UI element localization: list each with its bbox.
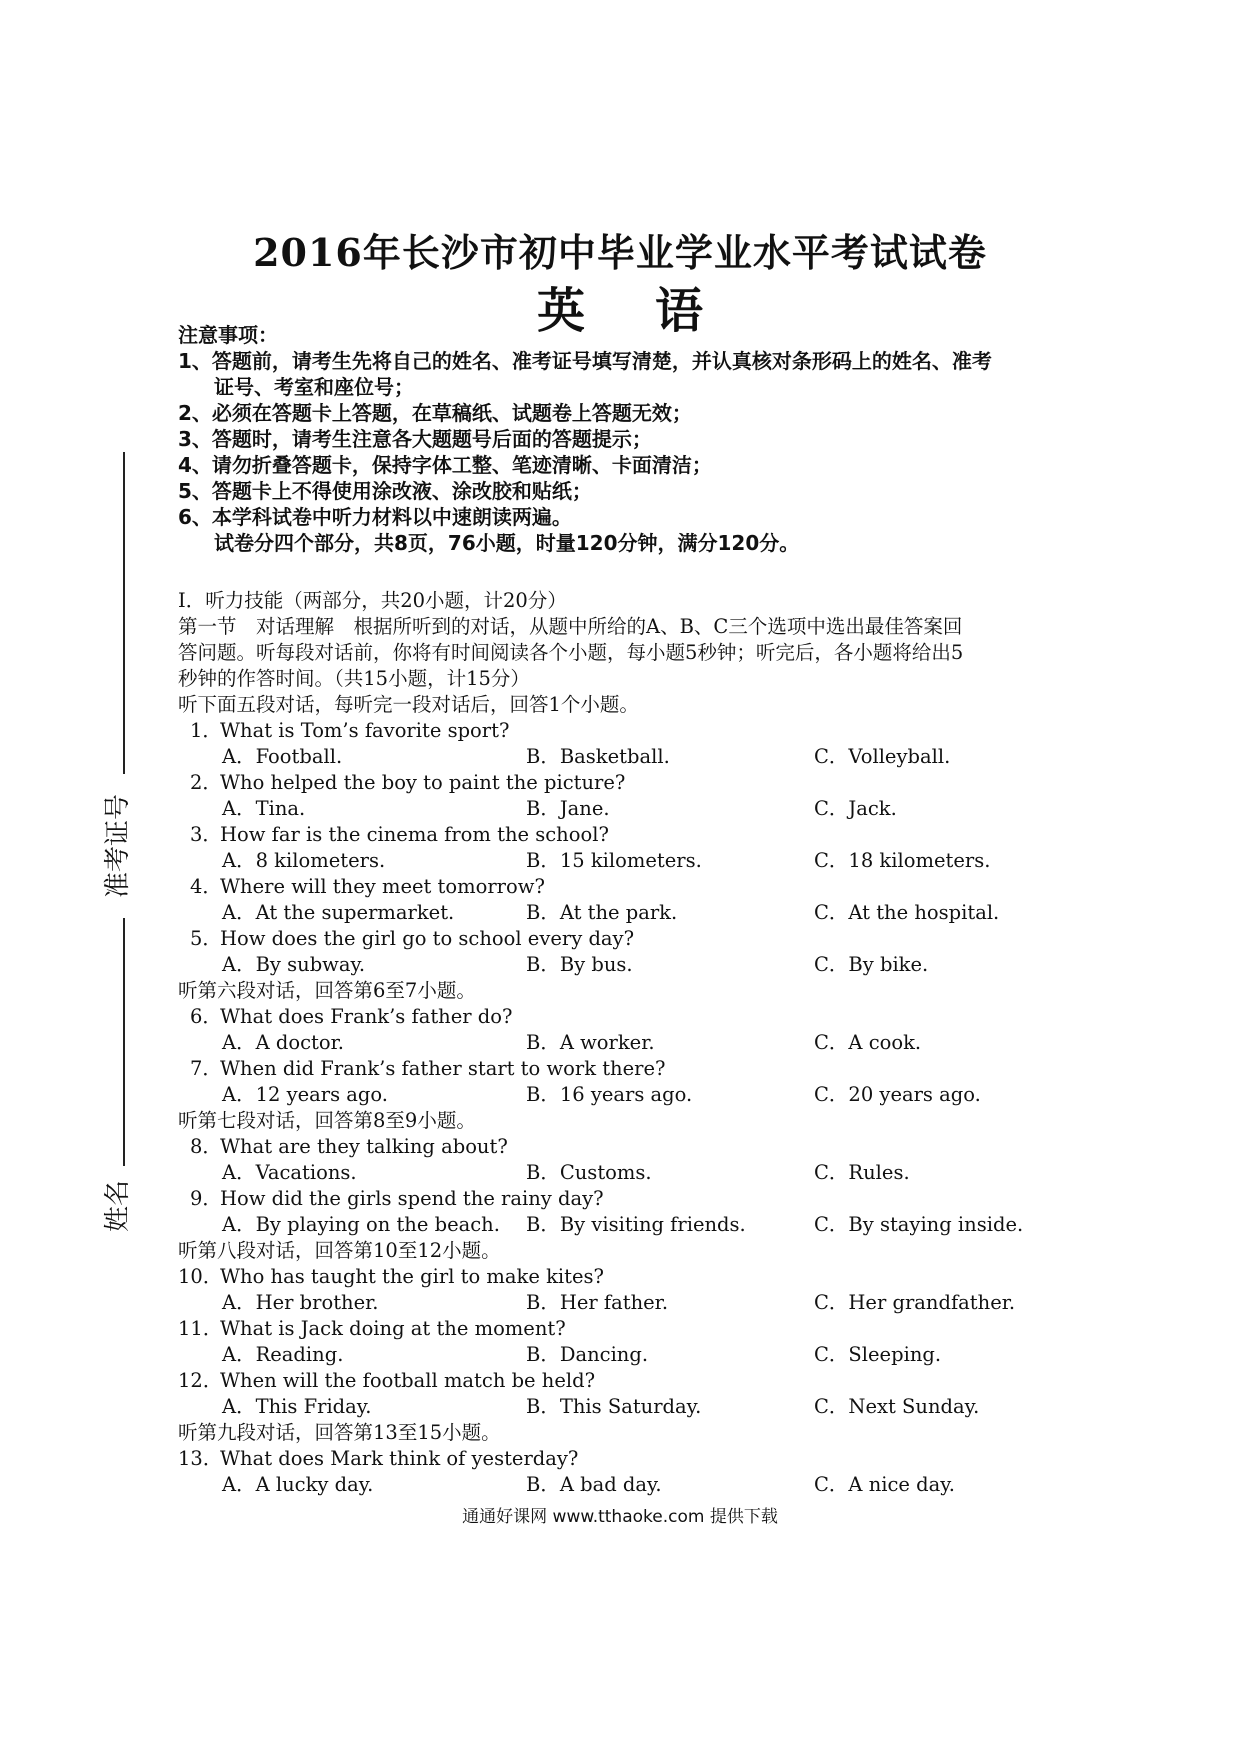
option-a: A．By playing on the beach. [222, 1213, 500, 1236]
option-b: B．At the park. [526, 901, 678, 924]
exam-instructions [178, 322, 1078, 556]
option-c: C．A nice day. [814, 1473, 955, 1496]
option-b: B．A bad day. [526, 1473, 662, 1496]
options-row [178, 848, 1078, 874]
options-row [178, 744, 1078, 770]
instruction-item: 1、答题前，请考生先将自己的姓名、准考证号填写清楚，并认真核对条形码上的姓名、准考 [178, 349, 992, 373]
options-row [178, 1394, 1078, 1420]
question [178, 1316, 1078, 1342]
question-number: 2． [190, 771, 222, 794]
question-text: When will the football match be held? [220, 1369, 596, 1392]
footer-source: 通通好课网 www.tthaoke.com 提供下载 [462, 1507, 778, 1527]
dialogue-group-heading: 听第九段对话，回答第13至15小题。 [178, 1421, 501, 1444]
instruction-item: 证号、考室和座位号； [214, 375, 414, 399]
instruction-item: 2、必须在答题卡上答题，在草稿纸、试题卷上答题无效； [178, 401, 692, 425]
question-number: 4． [190, 875, 222, 898]
section-intro: 答问题。听每段对话前，你将有时间阅读各个小题，每小题5秒钟；听完后，各小题将给出5 [178, 641, 964, 664]
question-number: 8． [190, 1135, 222, 1158]
question-text: What does Mark think of yesterday? [220, 1447, 579, 1470]
options-row [178, 1160, 1078, 1186]
option-c: C．Next Sunday. [814, 1395, 980, 1418]
option-a: A．By subway. [222, 953, 366, 976]
question [178, 1186, 1078, 1212]
option-b: B．By bus. [526, 953, 633, 976]
option-b: B．This Saturday. [526, 1395, 702, 1418]
instruction-item: 6、本学科试卷中听力材料以中速朗读两遍。 [178, 505, 572, 529]
option-a: A．At the supermarket. [222, 901, 455, 924]
options-row [178, 1082, 1078, 1108]
options-row [178, 1290, 1078, 1316]
id-number-line [123, 452, 125, 774]
name-label: 姓名 [103, 1179, 133, 1232]
dialogue-group-heading: 听第六段对话，回答第6至7小题。 [178, 979, 476, 1002]
question-text: How does the girl go to school every day? [220, 927, 635, 950]
question-text: What are they talking about? [220, 1135, 508, 1158]
instruction-item: 试卷分四个部分，共8页，76小题，时量120分钟，满分120分。 [214, 531, 800, 555]
question [178, 1056, 1078, 1082]
option-c: C．A cook. [814, 1031, 922, 1054]
option-a: A．12 years ago. [222, 1083, 389, 1106]
option-a: A．8 kilometers. [222, 849, 386, 872]
instruction-item: 5、答题卡上不得使用涂改液、涂改胶和贴纸； [178, 479, 592, 503]
question-text: How did the girls spend the rainy day? [220, 1187, 604, 1210]
exam-title: 2016年长沙市初中毕业学业水平考试试卷 [253, 230, 987, 275]
listening-section [178, 588, 1078, 1498]
question-number: 6． [190, 1005, 222, 1028]
question-text: How far is the cinema from the school? [220, 823, 609, 846]
section-intro: 第一节 对话理解 根据所听到的对话，从题中所给的A、B、C三个选项中选出最佳答案回 [178, 615, 963, 638]
option-c: C．20 years ago. [814, 1083, 981, 1106]
dialogue-group-heading: 听第七段对话，回答第8至9小题。 [178, 1109, 476, 1132]
options-row [178, 900, 1078, 926]
option-a: A．Reading. [222, 1343, 344, 1366]
question-number: 1． [190, 719, 222, 742]
option-a: A．Tina. [222, 797, 306, 820]
question-number: 12． [178, 1369, 223, 1392]
option-c: C．Rules. [814, 1161, 910, 1184]
question [178, 926, 1078, 952]
question-text: Who helped the boy to paint the picture? [220, 771, 626, 794]
question [178, 1368, 1078, 1394]
option-c: C．By staying inside. [814, 1213, 1024, 1236]
question [178, 1004, 1078, 1030]
option-c: C．Sleeping. [814, 1343, 942, 1366]
options-row [178, 1472, 1078, 1498]
question-number: 3． [190, 823, 222, 846]
question-text: Who has taught the girl to make kites? [220, 1265, 604, 1288]
question-number: 9． [190, 1187, 222, 1210]
option-a: A．A lucky day. [222, 1473, 374, 1496]
instruction-item: 4、请勿折叠答题卡，保持字体工整、笔迹清晰、卡面清洁； [178, 453, 712, 477]
dialogue-group-heading: 听第八段对话，回答第10至12小题。 [178, 1239, 501, 1262]
option-a: A．Football. [222, 745, 343, 768]
question-text: Where will they meet tomorrow? [220, 875, 545, 898]
question [178, 770, 1078, 796]
section-title: I．听力技能（两部分，共20小题，计20分） [178, 589, 567, 612]
question [178, 1446, 1078, 1472]
question-text: When did Frank’s father start to work there? [220, 1057, 666, 1080]
question [178, 874, 1078, 900]
options-row [178, 1030, 1078, 1056]
question [178, 1264, 1078, 1290]
option-b: B．Customs. [526, 1161, 652, 1184]
option-a: A．Her brother. [222, 1291, 379, 1314]
option-c: C．At the hospital. [814, 901, 1000, 924]
option-b: B．Jane. [526, 797, 610, 820]
options-row [178, 952, 1078, 978]
question-text: What is Jack doing at the moment? [220, 1317, 566, 1340]
option-c: C．Volleyball. [814, 745, 951, 768]
question-number: 13． [178, 1447, 223, 1470]
option-c: C．Jack. [814, 797, 897, 820]
question-number: 7． [190, 1057, 222, 1080]
question-number: 11． [178, 1317, 223, 1340]
question-text: What does Frank’s father do? [220, 1005, 513, 1028]
option-b: B．A worker. [526, 1031, 655, 1054]
options-row [178, 1212, 1078, 1238]
option-a: A．Vacations. [222, 1161, 357, 1184]
name-line [123, 918, 125, 1166]
instruction-item: 3、答题时，请考生注意各大题题号后面的答题提示； [178, 427, 652, 451]
question [178, 718, 1078, 744]
section-intro: 秒钟的作答时间。（共15小题，计15分） [178, 667, 530, 690]
option-b: B．By visiting friends. [526, 1213, 746, 1236]
question-number: 5． [190, 927, 222, 950]
options-row [178, 1342, 1078, 1368]
option-c: C．Her grandfather. [814, 1291, 1016, 1314]
option-b: B．15 kilometers. [526, 849, 702, 872]
question-text: What is Tom’s favorite sport? [220, 719, 510, 742]
option-c: C．18 kilometers. [814, 849, 991, 872]
instructions-heading: 注意事项： [178, 323, 278, 347]
option-a: A．A doctor. [222, 1031, 344, 1054]
option-c: C．By bike. [814, 953, 929, 976]
option-b: B．Her father. [526, 1291, 669, 1314]
option-b: B．Dancing. [526, 1343, 649, 1366]
question [178, 1134, 1078, 1160]
section-intro: 听下面五段对话，每听完一段对话后，回答1个小题。 [178, 693, 639, 716]
subject-title: 英语 [536, 283, 773, 339]
option-a: A．This Friday. [222, 1395, 372, 1418]
options-row [178, 796, 1078, 822]
question [178, 822, 1078, 848]
id-number-label: 准考证号 [103, 793, 133, 898]
question-number: 10． [178, 1265, 223, 1288]
option-b: B．16 years ago. [526, 1083, 693, 1106]
option-b: B．Basketball. [526, 745, 670, 768]
